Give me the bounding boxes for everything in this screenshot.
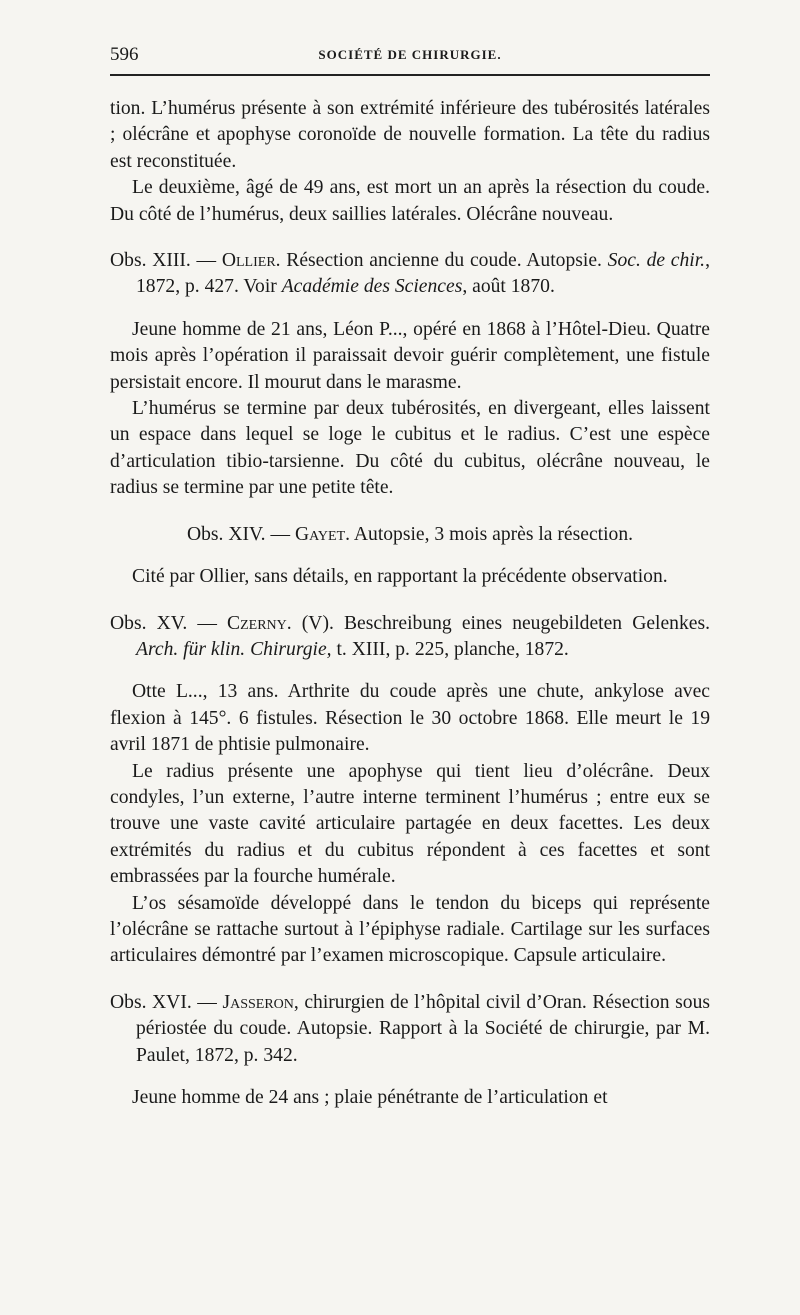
header-rule xyxy=(110,74,710,76)
page-number: 596 xyxy=(110,44,139,65)
observation-heading-13: Obs. XIII. — Ollier. Résection ancienne du coude. Autopsie. Soc. de chir., 1872, p. 427. Voir Académie des Sciences, août 1870. xyxy=(110,250,710,298)
paragraph: Cité par Ollier, sans détails, en rapportant la précédente observation. xyxy=(132,566,668,588)
paragraph: tion. L’humérus présente à son extrémité inférieure des tubérosités latérales ; olécrâne et apophyse coronoïde de nouvelle formation. La tête du radius est reconstituée. xyxy=(110,98,710,172)
paragraph: Jeune homme de 21 ans, Léon P..., opéré en 1868 à l’Hôtel-Dieu. Quatre mois après l’opération il paraissait devoir guérir complètement, une fistule persistait encore. Il mourut dans le marasme. xyxy=(110,318,710,393)
paragraph: L’humérus se termine par deux tubérosités, en divergeant, elles laissent un espace dans lequel se loge le cubitus et le radius. C’est une espèce d’articulation tibio-tarsienne. Du côté du cubitus, olécrâne nouveau, le radius se termine par une petite tête. xyxy=(110,398,710,499)
observation-heading-15: Obs. XV. — Czerny. (V). Beschreibung eines neugebildeten Gelenkes. Arch. für klin. Chirurgie, t. XIII, p. 225, planche, 1872. xyxy=(110,612,710,660)
paragraph: Le radius présente une apophyse qui tient lieu d’olécrâne. Deux condyles, l’un externe, l’autre interne terminent l’humérus ; entre eux se trouve une vaste cavité articulaire partagée en deux facettes. Les deux extrémités du radius et du cubitus répondent à ces facettes et sont embrassées par la fourche humérale. xyxy=(110,760,710,888)
paragraph: Le deuxième, âgé de 49 ans, est mort un an après la résection du coude. Du côté de l’humérus, deux saillies latérales. Olécrâne nouveau. xyxy=(110,177,710,225)
observation-heading-16: Obs. XVI. — Jasseron, chirurgien de l’hôpital civil d’Oran. Résection sous périostée du coude. Autopsie. Rapport à la Société de chirurgie, par M. Paulet, 1872, p. 342. xyxy=(110,991,711,1066)
paragraph: Jeune homme de 24 ans ; plaie pénétrante de l’articulation et xyxy=(132,1087,608,1108)
observation-heading-14: Obs. XIV. — Gayet. Autopsie, 3 mois après la résection. xyxy=(186,523,634,545)
page-header xyxy=(110,44,710,70)
paragraph: Otte L..., 13 ans. Arthrite du coude après une chute, ankylose avec flexion à 145°. 6 fistules. Résection le 30 octobre 1868. Elle meurt le 19 avril 1871 de phtisie pulmonaire. xyxy=(110,681,710,756)
paragraph: L’os sésamoïde développé dans le tendon du biceps qui représente l’olécrâne se rattache surtout à l’épiphyse radiale. Cartilage sur les surfaces articulaires démontré par l’examen microscopique. Capsule articulaire. xyxy=(110,892,710,967)
running-title: SOCIÉTÉ DE CHIRURGIE. xyxy=(318,47,502,62)
body-text xyxy=(110,96,710,1111)
